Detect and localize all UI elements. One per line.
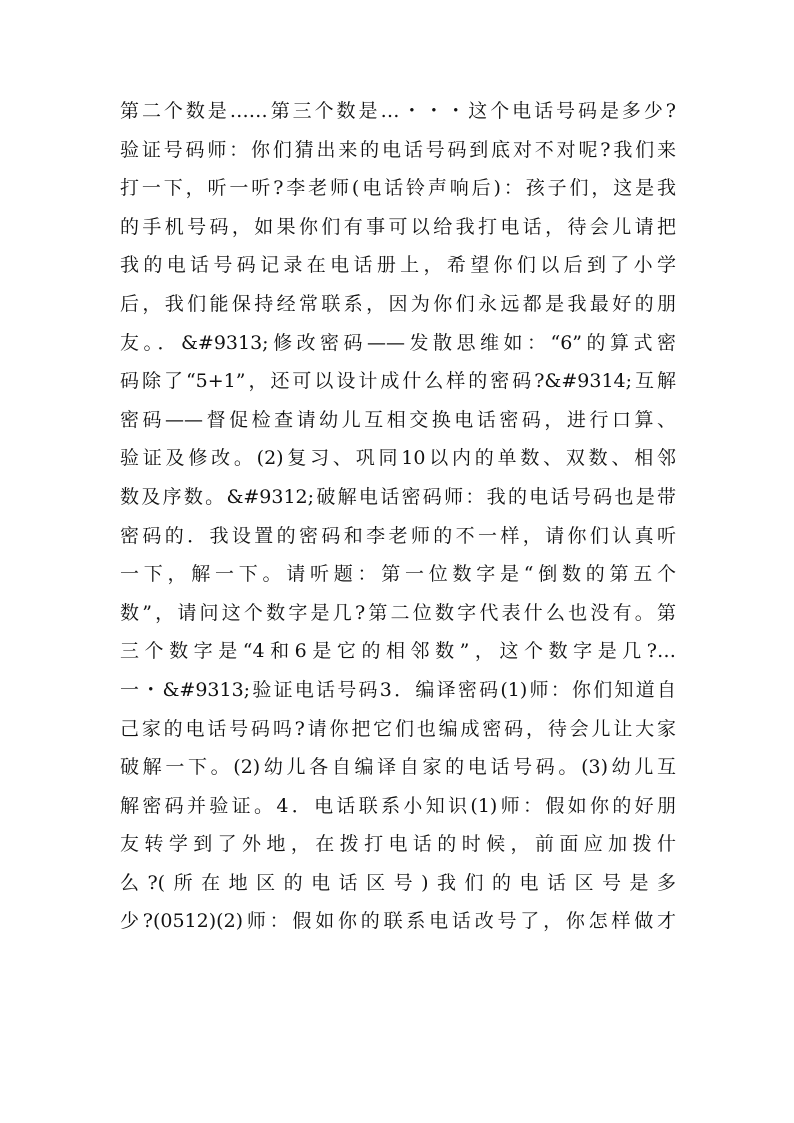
- text-line: 我的电话号码记录在电话册上，希望你们以后到了小学: [120, 254, 676, 277]
- text-line: 密码的．我设置的密码和李老师的不一样，请你们认真听: [120, 524, 676, 547]
- body-text: [120, 92, 676, 941]
- text-line: 三个数字是“4和6是它的相邻数”，这个数字是几?…: [120, 640, 676, 663]
- text-line: 第二个数是……第三个数是…・・・这个电话号码是多少?: [120, 100, 676, 122]
- text-line: 解密码并验证。4．电话联系小知识(1)师：假如你的好朋: [120, 794, 676, 817]
- text-line: 友转学到了外地，在拨打电话的时候，前面应加拨什: [120, 833, 676, 856]
- text-line: 数”，请问这个数字是几?第二位数字代表什么也没有。第: [120, 601, 676, 624]
- text-line: 码除了“5+1”，还可以设计成什么样的密码?&#9314;互解: [120, 370, 676, 393]
- text-line: 一下，解一下。请听题：第一位数字是“倒数的第五个: [120, 563, 676, 586]
- text-line: 一・&#9313;验证电话号码3．编译密码(1)师：你们知道自: [120, 678, 676, 701]
- text-line: 己家的电话号码吗?请你把它们也编成密码，待会儿让大家: [120, 717, 676, 740]
- text-line: 友。．&#9313;修改密码——发散思维如：“6”的算式密: [120, 331, 676, 354]
- text-line: 么?(所在地区的电话区号)我们的电话区号是多: [120, 871, 676, 894]
- text-line: 破解一下。(2)幼儿各自编译自家的电话号码。(3)幼儿互: [120, 756, 676, 779]
- text-line: 验证号码师：你们猜出来的电话号码到底对不对呢?我们来: [120, 138, 676, 161]
- text-line: 密码——督促检查请幼儿互相交换电话密码，进行口算、: [120, 408, 676, 431]
- text-line: 数及序数。&#9312;破解电话密码师：我的电话号码也是带: [120, 485, 676, 508]
- text-line: 后，我们能保持经常联系，因为你们永远都是我最好的朋: [120, 292, 676, 315]
- text-line: 少?(0512)(2)师：假如你的联系电话改号了，你怎样做才: [120, 910, 676, 933]
- text-line: 验证及修改。(2)复习、巩同10以内的单数、双数、相邻: [120, 447, 676, 470]
- text-line: 打一下，听一听?李老师(电话铃声响后)：孩子们，这是我: [120, 177, 676, 200]
- text-line: 的手机号码，如果你们有事可以给我打电话，待会儿请把: [120, 215, 676, 238]
